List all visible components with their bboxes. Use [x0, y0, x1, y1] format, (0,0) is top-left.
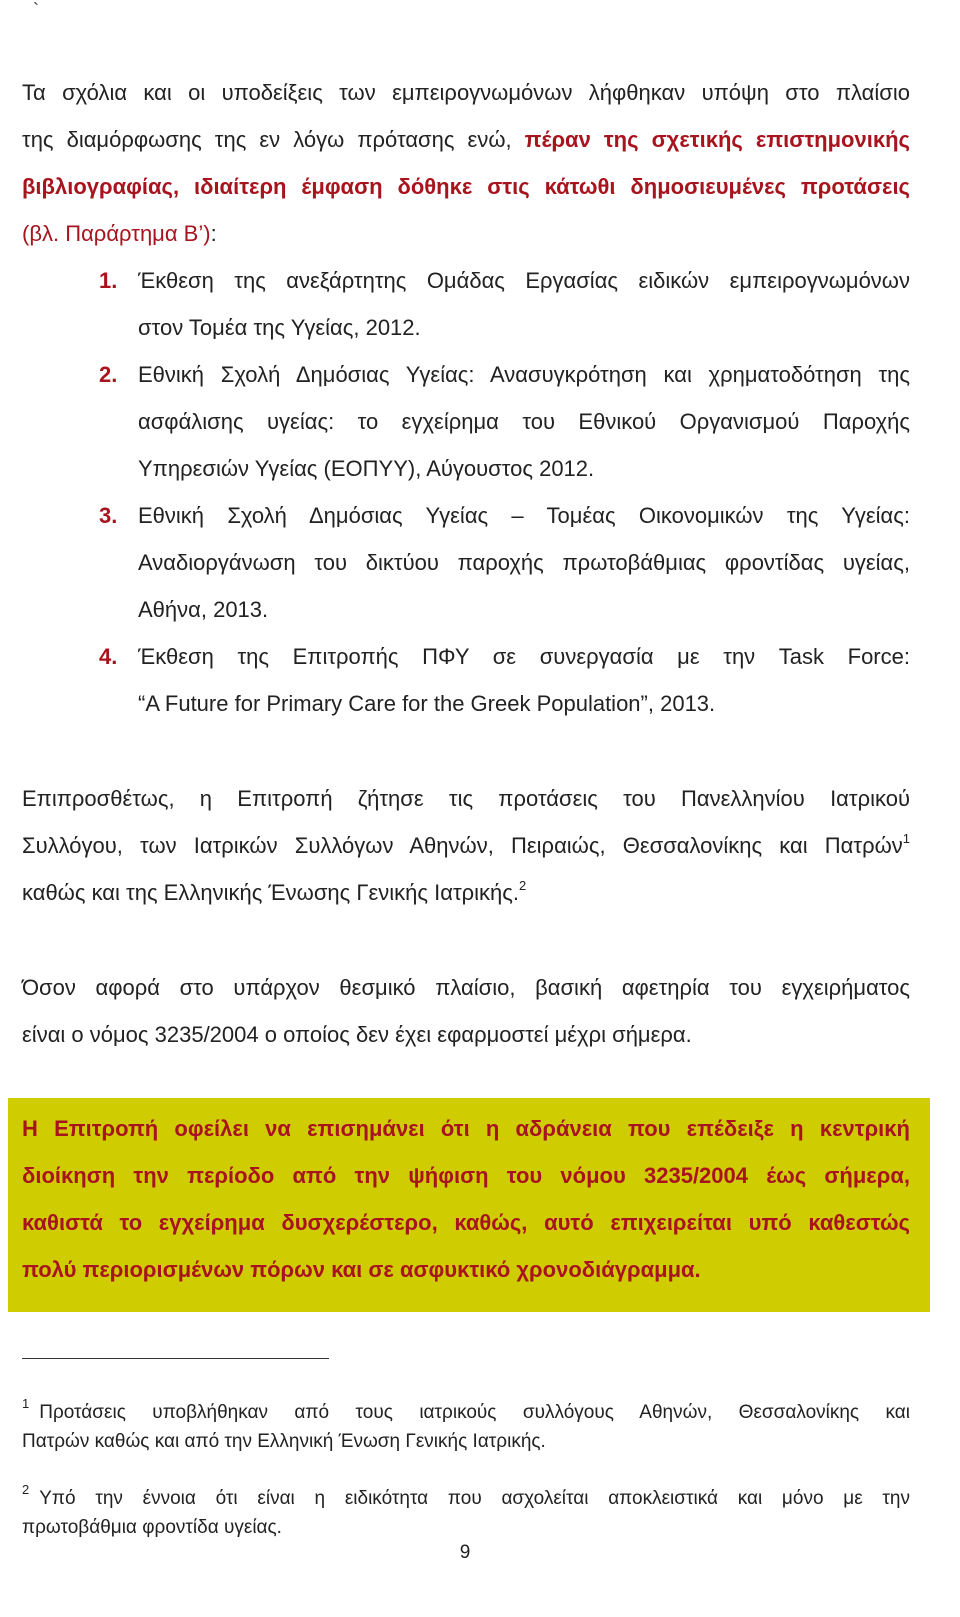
- intro-line-2-emphasis: πέραν της σχετικής επιστημονικής: [524, 127, 910, 152]
- reference-2-line-3: Υπηρεσιών Υγείας (ΕΟΠΥΥ), Αύγουστος 2012.: [138, 456, 595, 481]
- footnote-separator: [22, 1358, 329, 1359]
- intro-line-4-colon: :: [210, 221, 217, 246]
- appendix-reference: (βλ. Παράρτημα Β’): [22, 221, 211, 246]
- reference-3-line-2: Αναδιοργάνωση του δικτύου παροχής πρωτοβάθμιας φροντίδας υγείας,: [138, 550, 910, 575]
- footnote-mark-2: 2: [22, 1482, 30, 1497]
- paragraph3-line-2: είναι ο νόμος 3235/2004 ο οποίος δεν έχει εφαρμοστεί μέχρι σήμερα.: [22, 1022, 692, 1047]
- highlight-line-1: Η Επιτροπή οφείλει να επισημάνει ότι η αδράνεια που επέδειξε η κεντρική: [22, 1116, 910, 1141]
- reference-1-line-2: στον Τομέα της Υγείας, 2012.: [138, 315, 421, 340]
- highlight-line-2: διοίκηση την περίοδο από την ψήφιση του νόμου 3235/2004 έως σήμερα,: [22, 1163, 910, 1188]
- reference-2-line-2: ασφάλισης υγείας: το εγχείρημα του Εθνικού Οργανισμού Παροχής: [138, 409, 910, 434]
- reference-1-line-1: Έκθεση της ανεξάρτητης Ομάδας Εργασίας ειδικών εμπειρογνωμόνων: [138, 268, 910, 293]
- reference-4-line-1: Έκθεση της Επιτροπής ΠΦΥ σε συνεργασία με την Task Force:: [138, 644, 910, 669]
- paragraph3-line-1: Όσον αφορά στο υπάρχον θεσμικό πλαίσιο, βασική αφετηρία του εγχειρήματος: [22, 975, 910, 1000]
- reference-number: 4.: [99, 644, 118, 669]
- reference-number: 3.: [99, 503, 118, 528]
- reference-number: 1.: [99, 268, 118, 293]
- footnote-ref-1[interactable]: 1: [902, 831, 910, 846]
- footnote-2-text: Υπό την έννοια ότι είναι η ειδικότητα που ασχολείται αποκλειστικά και μόνο με την: [39, 1488, 910, 1509]
- highlight-line-3: καθιστά το εγχείρημα δυσχερέστερο, καθώς, αυτό επιχειρείται υπό καθεστώς: [22, 1210, 910, 1235]
- paragraph2-line-1: Επιπροσθέτως, η Επιτροπή ζήτησε τις προτάσεις του Πανελληνίου Ιατρικού: [22, 786, 910, 811]
- paragraph2-line-2: [22, 822, 910, 869]
- intro-line-3-emphasis: βιβλιογραφίας, ιδιαίτερη έμφαση δόθηκε στις κάτωθι δημοσιευμένες προτάσεις: [22, 174, 910, 199]
- footnote-1-line-1: [22, 1398, 910, 1427]
- footnote-ref-2[interactable]: 2: [519, 878, 527, 893]
- intro-line-1: Τα σχόλια και οι υποδείξεις των εμπειρογνωμόνων λήφθηκαν υπόψη στο πλαίσιο: [22, 80, 910, 105]
- intro-line-2-plain: της διαμόρφωσης της εν λόγω πρότασης ενώ,: [22, 127, 525, 152]
- reference-number: 2.: [99, 362, 118, 387]
- reference-3-line-1: Εθνική Σχολή Δημόσιας Υγείας – Τομέας Οικονομικών της Υγείας:: [138, 503, 910, 528]
- intro-line-2: [22, 116, 910, 163]
- reference-4-line-2: “A Future for Primary Care for the Greek Population”, 2013.: [138, 691, 716, 716]
- paragraph2-line-2-text: Συλλόγου, των Ιατρικών Συλλόγων Αθηνών, Πειραιώς, Θεσσαλονίκης και Πατρών: [22, 833, 903, 858]
- footnote-1-line-2: Πατρών καθώς και από την Ελληνική Ένωση Γενικής Ιατρικής.: [22, 1431, 546, 1452]
- footnote-1-text: Προτάσεις υποβλήθηκαν από τους ιατρικούς συλλόγους Αθηνών, Θεσσαλονίκης και: [39, 1402, 910, 1423]
- footnote-2-line-2: πρωτοβάθμια φροντίδα υγείας.: [22, 1517, 282, 1538]
- highlight-line-4: πολύ περιορισμένων πόρων και σε ασφυκτικό χρονοδιάγραμμα.: [22, 1257, 701, 1282]
- footnote-2-line-1: [22, 1484, 910, 1513]
- page-number: 9: [459, 1542, 471, 1563]
- intro-line-4: [22, 210, 910, 257]
- footnote-mark-1: 1: [22, 1396, 30, 1411]
- paragraph2-line-3: [22, 869, 910, 916]
- paragraph2-line-3-text: καθώς και της Ελληνικής Ένωσης Γενικής Ιατρικής.: [22, 880, 520, 905]
- reference-3-line-3: Αθήνα, 2013.: [138, 597, 269, 622]
- stray-mark: `: [33, 0, 39, 20]
- reference-2-line-1: Εθνική Σχολή Δημόσιας Υγείας: Ανασυγκρότηση και χρηματοδότηση της: [138, 362, 910, 387]
